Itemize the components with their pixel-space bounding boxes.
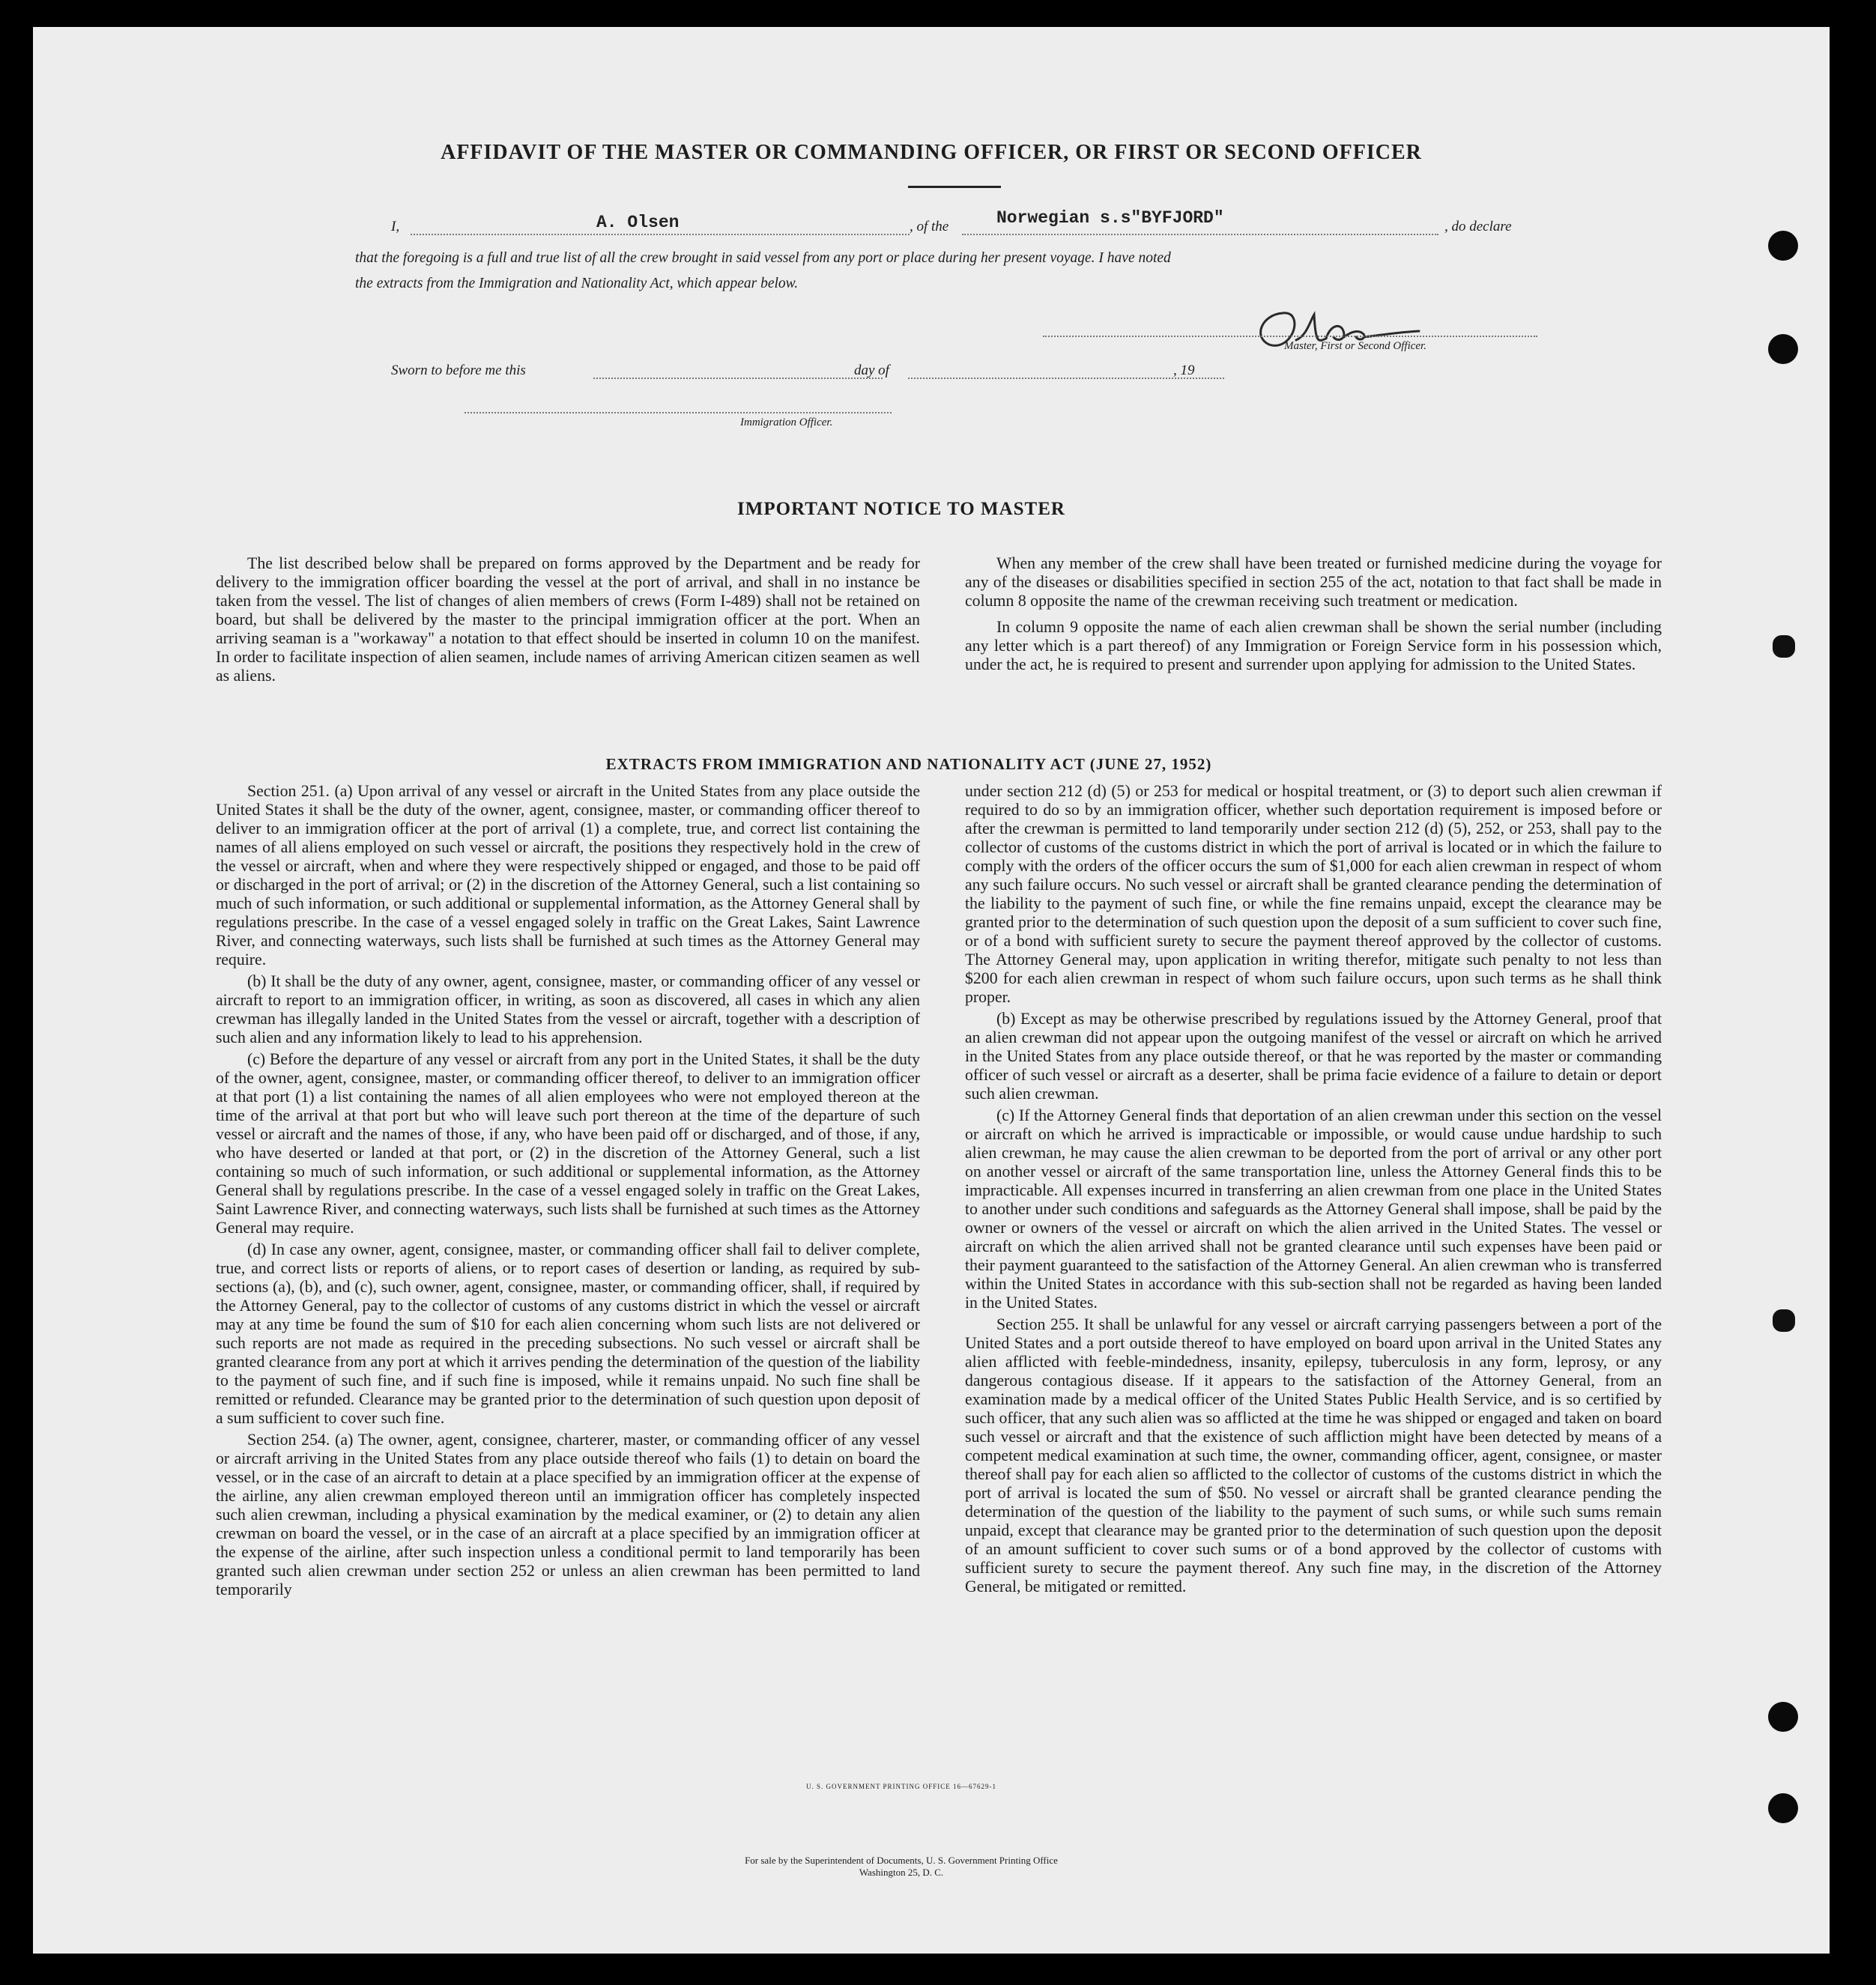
signature-line — [1043, 336, 1537, 337]
notice-left-column — [216, 554, 920, 688]
sale-notice-line-1: For sale by the Superintendent of Documents, U. S. Government Printing Office — [745, 1855, 1058, 1866]
sworn-day-line — [593, 378, 883, 379]
sworn-year-line — [1193, 378, 1224, 379]
section-251c: (c) Before the departure of any vessel or aircraft from any port in the United States, it shall be the duty of the owner, agent, consignee, master, or commanding officer thereof, to deliver to an immigration officer at that port (1) a list containing the names of all alien employees who were not employed thereon at the time of the arrival at that port but who will leave such port thereon at the time of the departure of such vessel or aircraft and the names of those, if any, who have been paid off or discharged, and of those, if any, who have deserted or landed at that port, or (2) in the discretion of the Attorney General, such a list containing so much of such information, or such additional or supplemental information, as the Attorney General shall by regulations prescribe. In the case of a vessel engaged solely in traffic on the Great Lakes, Saint Lawrence River, and connecting waterways, such lists shall be furnished at such times as the Attorney General may require. — [216, 1050, 920, 1237]
immigration-officer-line — [465, 412, 892, 413]
extracts-right-column — [965, 782, 1662, 1599]
ink-mark — [1773, 635, 1795, 658]
section-254b: (b) Except as may be otherwise prescribed by regulations issued by the Attorney General, proof that an alien crewman did not appear upon the outgoing manifest of the vessel or aircraft on which he arrived in the United States from any place outside thereof, or that he was reported by the master or commanding officer of such vessel or aircraft as a deserter, shall be prima facie evidence of a failure to detain or deport such alien crewman. — [965, 1010, 1662, 1103]
immigration-officer-caption: Immigration Officer. — [740, 416, 833, 428]
sale-notice — [33, 1855, 1800, 1879]
of-the-label: , of the — [910, 219, 949, 234]
binder-hole — [1768, 334, 1798, 364]
master-name-line — [411, 234, 910, 235]
affidavit-title: AFFIDAVIT OF THE MASTER OR COMMANDING OFFICER, OR FIRST OR SECOND OFFICER — [441, 141, 1422, 164]
section-251b: (b) It shall be the duty of any owner, agent, consignee, master, or commanding officer of any vessel or aircraft to report to an immigration officer, in writing, as soon as discovered, all cases in which any alien crewman has illegally landed in the United States from the vessel or aircraft, together with a description of such alien and any information likely to lead to his apprehension. — [216, 972, 920, 1046]
section-251a: Section 251. (a) Upon arrival of any vessel or aircraft in the United States from any place outside the United States it shall be the duty of the owner, agent, consignee, master, or commanding officer thereof to deliver to an immigration officer at the port of arrival (1) a complete, true, and correct list containing the names of all aliens employed on such vessel or aircraft, the positions they respectively hold in the crew of the vessel or aircraft, when and where they were respectively shipped or engaged, and those to be paid off or discharged in the port of arrival; or (2) in the discretion of the Attorney General, such a list containing so much of such information, or such additional or supplemental information, as the Attorney General shall by regulations prescribe. In the case of a vessel engaged solely in traffic on the Great Lakes, Saint Lawrence River, and connecting waterways, such lists shall be furnished at such times as the Attorney General may require. — [216, 782, 920, 969]
sworn-label: Sworn to before me this — [391, 363, 526, 378]
binder-hole — [1768, 1793, 1798, 1823]
declaration-line-2: the extracts from the Immigration and Nationality Act, which appear below. — [355, 276, 799, 291]
title-rule — [908, 186, 1001, 188]
section-251d: (d) In case any owner, agent, consignee, master, or commanding officer shall fail to deliver complete, true, and correct lists or reports of aliens, or to report cases of desertion or landing, as required by sub-sections (a), (b), and (c), such owner, agent, consignee, master, or commanding officer, shall, if required by the Attorney General, pay to the collector of customs of any customs district in which the vessel or aircraft may at any time be found the sum of $10 for each alien concerning whom such lists are not delivered or such reports are not made as required in the preceding subsections. No such vessel or aircraft shall be granted clearance from any port at which it arrives pending the determination of the question of the liability to the payment of such fine, and if such fine is imposed, while it remains unpaid. No such fine shall be remitted or refunded. Clearance may be granted prior to the determination of such question upon deposit of a sum sufficient to cover such fine. — [216, 1240, 920, 1427]
sworn-month-line — [908, 378, 1194, 379]
notice-paragraph: The list described below shall be prepared on forms approved by the Department and be ready for delivery to the immigration officer boarding the vessel at the port of arrival, and shall in no instance be taken from the vessel. The list of changes of alien members of crews (Form I-489) shall not be retained on board, but shall be delivered by the master to the principal immigration officer at the port. When an arriving seaman is a "workaway" a notation to that effect should be inserted in column 10 on the manifest. In order to facilitate inspection of alien seamen, include names of arriving American citizen seamen as well as aliens. — [216, 554, 920, 685]
section-254a-cont: under section 212 (d) (5) or 253 for medical or hospital treatment, or (3) to deport such alien crewman if required to do so by an immigration officer, whether such deportation requirement is imposed before or after the crewman is permitted to land temporarily under section 212 (d) (5), 252, or 253, shall pay to the collector of customs of the customs district in which the port of arrival is located or in which the failure to comply with the orders of the officer occurs the sum of $1,000 for each alien crewman in respect of whom any such failure occurs. No such vessel or aircraft shall be granted clearance pending the determination of the liability to the payment of such fine, or while the fine remains unpaid, except the clearance may be granted prior to the determination of such question upon the deposit of a sum sufficient to cover such fine, or of a bond with sufficient surety to secure the payment thereof approved by the collector of customs. The Attorney General may, upon application in writing therefor, mitigate such penalty to not less than $200 for each alien crewman in respect of whom such failure occurs, upon such terms as he shall think proper. — [965, 782, 1662, 1006]
section-254a: Section 254. (a) The owner, agent, consignee, charterer, master, or commanding officer of any vessel or aircraft arriving in the United States from any place outside thereof who fails (1) to detain on board the vessel, or in the case of an aircraft to detain at a place specified by an immigration officer at the expense of the airline, any alien crewman employed thereon until an immigration officer has completely inspected such alien crewman, including a physical examination by the medical examiner, or (2) to detain any alien crewman on board the vessel, or in the case of an aircraft at a place specified by an immigration officer at the expense of the airline, after such inspection unless a conditional permit to land temporarily has been granted such alien crewman under section 252 or unless an alien crewman has been permitted to land temporarily — [216, 1431, 920, 1598]
affidavit-page — [33, 27, 1830, 1954]
section-255: Section 255. It shall be unlawful for any vessel or aircraft carrying passengers between a port of the United States and a port outside thereof to have employed on board upon arrival in the United States any alien afflicted with feeble-mindedness, insanity, epilepsy, tuberculosis in any form, leprosy, or any dangerous contagious disease. If it appears to the satisfaction of the Attorney General, from an examination made by a medical officer of the United States Public Health Service, and is so certified by such officer, that any such alien was so afflicted at the time he was shipped or engaged and taken on board such vessel or aircraft and that the existence of such affliction might have been detected by means of a competent medical examination at such time, the owner, commanding officer, agent, consignee, or master thereof shall pay for each alien so afflicted to the collector of customs of the customs district in which the port of arrival is located the sum of $50. No vessel or aircraft shall be granted clearance pending the determination of the question of the liability to the payment of such sums, or while such sums remain unpaid, except that clearance may be granted prior to the determination of such question upon the deposit of an amount sufficient to cover such sums or of a bond approved by the collector of customs with sufficient surety to secure the payment thereof. Any such fine may, in the discretion of the Attorney General, be mitigated or remitted. — [965, 1315, 1662, 1595]
vessel-name: Norwegian s.s"BYFJORD" — [996, 208, 1224, 228]
extracts-heading: EXTRACTS FROM IMMIGRATION AND NATIONALITY ACT (JUNE 27, 1952) — [605, 755, 1212, 773]
declarant-prefix: I, — [391, 219, 400, 234]
notice-paragraph: When any member of the crew shall have been treated or furnished medicine during the voyage for any of the diseases or disabilities specified in section 255 of the act, notation to that fact shall be made in column 8 opposite the name of the crewman receiving such treatment or medication. — [965, 554, 1662, 610]
master-name: A. Olsen — [596, 213, 680, 232]
printing-office-code: U. S. GOVERNMENT PRINTING OFFICE 16—67629-1 — [805, 1783, 997, 1790]
notice-right-column — [965, 554, 1662, 677]
extracts-left-column — [216, 782, 920, 1602]
binder-hole — [1768, 231, 1798, 261]
section-254c: (c) If the Attorney General finds that deportation of an alien crewman under this section on the vessel or aircraft on which he arrived is impracticable or impossible, or would cause undue hardship to such alien crewman, he may cause the alien crewman to be deported from the port of arrival or any other port on another vessel or aircraft of the same transportation line, unless the Attorney General finds this to be impracticable. All expenses incurred in transferring an alien crewman from one place in the United States to another under such conditions and safeguards as the Attorney General shall impose, shall be paid by the owner or owners of the vessel or aircraft on which the alien arrived in the United States. The vessel or aircraft on which the alien arrived shall not be granted clearance until such expenses have been paid or their payment guaranteed to the satisfaction of the Attorney General. An alien crewman who is transferred within the United States in accordance with this sub-section shall not be regarded as having been landed in the United States. — [965, 1106, 1662, 1312]
notice-paragraph: In column 9 opposite the name of each alien crewman shall be shown the serial number (including any letter which is a part thereof) of any Immigration or Foreign Service form in his possession which, under the act, he is required to present and surrender upon applying for admission to the United States. — [965, 618, 1662, 673]
declaration-text — [355, 246, 1554, 297]
notice-heading: IMPORTANT NOTICE TO MASTER — [737, 499, 1065, 519]
do-declare-label: , do declare — [1444, 219, 1512, 234]
ink-mark — [1773, 1309, 1795, 1332]
sale-notice-line-2: Washington 25, D. C. — [859, 1867, 944, 1878]
declaration-line-1: that the foregoing is a full and true list of all the crew brought in said vessel from any port or place during her present voyage. I have noted — [355, 250, 1171, 266]
vessel-name-line — [962, 234, 1438, 235]
year-prefix: , 19 — [1173, 363, 1195, 378]
signature-caption: Master, First or Second Officer. — [1284, 340, 1426, 352]
binder-hole — [1768, 1702, 1798, 1732]
day-of-label: day of — [854, 363, 889, 378]
